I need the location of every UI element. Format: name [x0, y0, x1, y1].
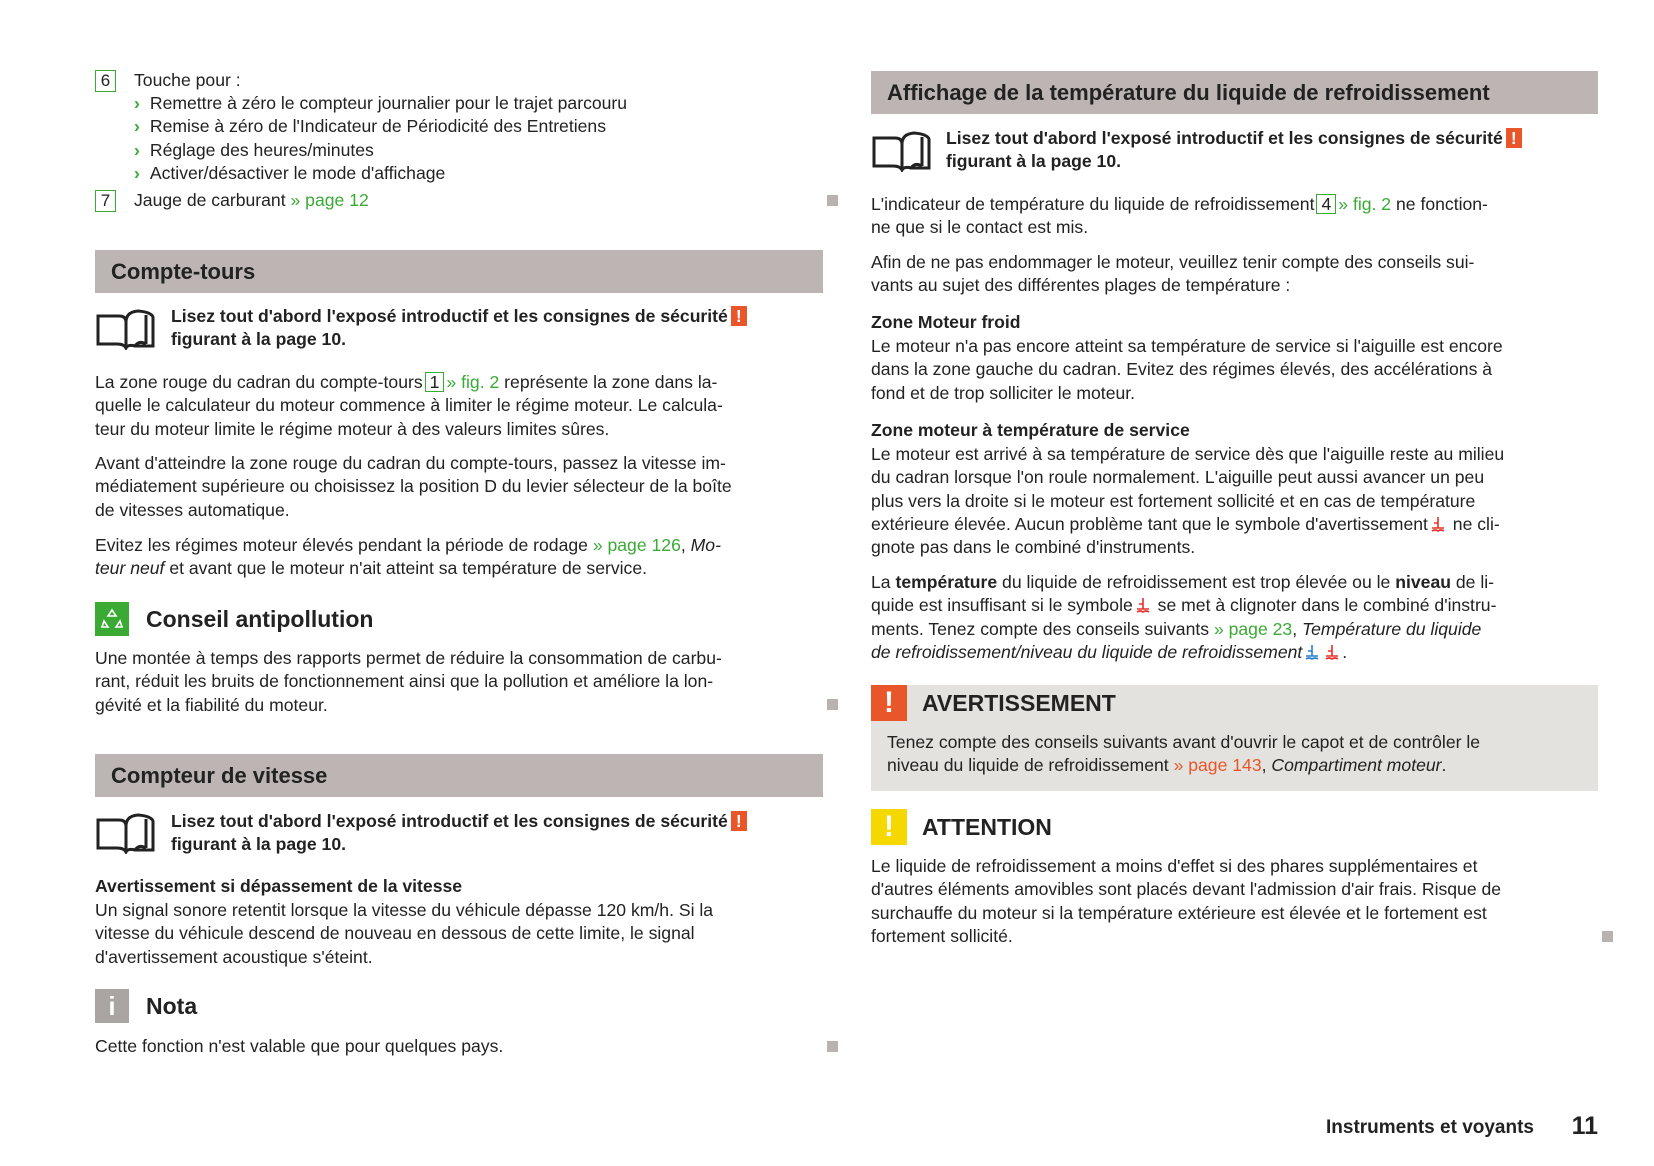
text-run: surchauffe du moteur si la température extérieure est élevée et le fortement est [871, 902, 1487, 923]
text-line [887, 731, 1480, 754]
text-run: Le moteur est arrivé à sa température de service dès que l'aiguille reste au milieu [871, 444, 1505, 464]
safety-warning-icon: ! [731, 811, 747, 831]
recycle-leaf-icon [95, 602, 129, 636]
text-line [871, 878, 1501, 901]
text-run: Jauge de carburant [134, 190, 291, 210]
text-run: gnote pas dans le combiné d'instruments. [871, 537, 1196, 558]
temperature-paragraph-2 [871, 251, 1474, 298]
section-header-compte-tours: Compte-tours [95, 250, 823, 293]
text-line [95, 475, 732, 498]
text-line [95, 534, 721, 557]
zone-service-title: Zone moteur à température de service [871, 420, 1190, 440]
text-line [871, 536, 1504, 559]
text-run: niveau du liquide de refroidissement [887, 755, 1174, 776]
callout-number: 4 [1316, 194, 1336, 214]
text-line [871, 855, 1501, 878]
text-line [95, 922, 713, 945]
callout-number-7: 7 [95, 190, 116, 212]
section-end-marker [827, 195, 838, 206]
text-run: Le liquide de refroidissement a moins d'effet si des phares supplémentaires et [871, 856, 1478, 876]
page-number: 11 [1571, 1112, 1598, 1140]
text-line [95, 946, 713, 969]
chevron-right-icon: › [134, 93, 140, 113]
chevron-right-icon: › [134, 139, 140, 160]
antipollution-title: Conseil antipollution [146, 606, 374, 632]
coolant-temperature-red-icon [1135, 596, 1151, 612]
text-run: du liquide de refroidissement est trop élevée ou le [997, 572, 1396, 592]
text-run: teur du moteur limite le régime moteur à des valeurs limites sûres. [95, 418, 610, 439]
safety-warning-icon: ! [731, 306, 747, 326]
text-line [871, 443, 1504, 466]
text-run: et avant que le moteur n'ait atteint sa température de service. [164, 558, 648, 579]
compte-tours-paragraph-2 [95, 452, 732, 522]
text-line [171, 833, 747, 856]
section-end-marker [1602, 931, 1613, 942]
bullet-item [134, 139, 627, 162]
text-line [95, 694, 722, 717]
text-line [871, 571, 1496, 594]
compteur-paragraph [95, 899, 713, 969]
text-line [95, 371, 723, 394]
page-reference-link[interactable]: » fig. 2 [1338, 194, 1392, 214]
coolant-temperature-blue-icon [1304, 643, 1320, 659]
safety-notice [171, 305, 747, 352]
section-header-compteur-vitesse: Compteur de vitesse [95, 754, 823, 797]
text-run: représente la zone dans la- [499, 372, 718, 392]
text-run: Le moteur n'a pas encore atteint sa température de service si l'aiguille est encore [871, 336, 1503, 356]
text-run: ments. Tenez compte des conseils suivants [871, 618, 1214, 639]
text-run: médiatement supérieure ou choisissez la position D du levier sélecteur de la boîte [95, 476, 732, 497]
page-reference-link[interactable]: » page 23 [1213, 618, 1293, 639]
text-run: L'indicateur de température du liquide de refroidissement [871, 194, 1315, 214]
book-icon [95, 812, 157, 854]
text-run: ne fonction- [1391, 194, 1488, 214]
text-run: rant, réduit les bruits de fonctionnement ainsi que la pollution et améliore la lon- [95, 671, 714, 692]
section-end-marker [827, 1041, 838, 1052]
text-line [871, 193, 1488, 216]
text-run: vants au sujet des différentes plages de température : [871, 275, 1291, 296]
text-run: quelle le calculateur du moteur commence à limiter le régime moteur. Le calcula- [95, 395, 723, 416]
info-icon: i [95, 989, 129, 1023]
nota-title: Nota [146, 993, 198, 1019]
text-run: Lisez tout d'abord l'exposé introductif et les consignes de sécurité [171, 306, 728, 326]
text-line [95, 899, 713, 922]
coolant-temperature-red-icon [1324, 643, 1340, 659]
page-reference-link[interactable]: » page 126 [592, 535, 681, 555]
text-line [95, 647, 722, 670]
chevron-right-icon: › [134, 116, 140, 137]
attention-exclamation-icon: ! [871, 809, 907, 845]
text-run: dans la zone gauche du cadran. Evitez des régimes élevés, des accélérations à [871, 359, 1493, 380]
list-item-6-label: Touche pour : [134, 70, 241, 90]
temperature-paragraph-3 [871, 571, 1496, 664]
antipollution-paragraph [95, 647, 722, 717]
bullet-text: Remettre à zéro le compteur journalier pour le trajet parcouru [149, 93, 628, 113]
text-line [871, 513, 1504, 536]
zone-cold-paragraph [871, 335, 1503, 405]
text-line [871, 925, 1501, 948]
text-run: . [1342, 641, 1348, 662]
text-run: température [895, 572, 998, 592]
text-run: plus vers la droite si le moteur est fortement sollicité et en cas de température [871, 490, 1476, 511]
compte-tours-paragraph-3 [95, 534, 721, 581]
text-run: de refroidissement/niveau du liquide de refroidissement [871, 641, 1303, 662]
text-run: niveau [1395, 572, 1451, 592]
text-line [871, 466, 1504, 489]
text-line [871, 251, 1474, 274]
text-line [871, 618, 1496, 641]
bullet-text: Remise à zéro de l'Indicateur de Périodicité des Entretiens [149, 116, 607, 137]
chevron-right-icon: › [134, 162, 140, 183]
text-line [887, 754, 1480, 777]
text-run: Lisez tout d'abord l'exposé introductif et les consignes de sécurité [946, 128, 1503, 148]
text-run: Température du liquide [1302, 618, 1482, 639]
text-run: Afin de ne pas endommager le moteur, veuillez tenir compte des conseils sui- [871, 252, 1475, 272]
text-run: Mo- [690, 535, 721, 555]
bullet-item [134, 162, 627, 185]
text-line [95, 557, 721, 580]
compteur-subheading: Avertissement si dépassement de la vitesse [95, 876, 463, 896]
book-icon [871, 130, 933, 172]
book-icon [95, 308, 157, 350]
text-line [946, 127, 1522, 150]
text-line [95, 452, 732, 475]
text-run: , [1292, 618, 1302, 639]
text-line [171, 305, 747, 328]
text-run: Un signal sonore retentit lorsque la vitesse du véhicule dépasse 120 km/h. Si la [95, 900, 714, 920]
text-run: d'avertissement acoustique s'éteint. [95, 946, 373, 967]
attention-title: ATTENTION [922, 814, 1052, 840]
text-line [871, 382, 1503, 405]
text-run: Tenez compte des conseils suivants avant d'ouvrir le capot et de contrôler le [887, 732, 1481, 752]
warning-paragraph [887, 731, 1480, 778]
text-line [871, 358, 1503, 381]
nota-paragraph [95, 1035, 503, 1058]
page-reference-link[interactable]: » page 12 [290, 190, 369, 210]
text-run: figurant à la page 10. [171, 329, 347, 350]
compte-tours-paragraph-1 [95, 371, 723, 441]
text-run: vitesse du véhicule descend de nouveau en dessous de cette limite, le signal [95, 923, 695, 944]
bullet-item [134, 92, 627, 115]
text-line [95, 418, 723, 441]
text-run: de vitesses automatique. [95, 499, 290, 520]
list-item-6-bullets [134, 92, 627, 185]
callout-number: 1 [425, 372, 445, 392]
text-run: Lisez tout d'abord l'exposé introductif et les consignes de sécurité [171, 811, 728, 831]
text-run: gévité et la fiabilité du moteur. [95, 694, 328, 715]
text-line [871, 902, 1501, 925]
coolant-temperature-red-icon [1430, 515, 1446, 531]
bullet-text: Activer/désactiver le mode d'affichage [149, 162, 446, 183]
text-line [95, 1035, 503, 1058]
text-run: . [1441, 755, 1447, 776]
callout-number-6: 6 [95, 70, 116, 92]
safety-notice [946, 127, 1522, 174]
text-line [871, 216, 1488, 239]
text-line [871, 641, 1496, 664]
text-run: fortement sollicité. [871, 925, 1013, 946]
text-run: figurant à la page 10. [946, 151, 1122, 172]
text-run: quide est insuffisant si le symbole [871, 595, 1133, 616]
text-line [95, 394, 723, 417]
text-run: Une montée à temps des rapports permet de réduire la consommation de carbu- [95, 648, 722, 668]
text-line [171, 328, 747, 351]
page-reference-link[interactable]: » fig. 2 [446, 372, 500, 392]
safety-notice [171, 810, 747, 857]
zone-service-paragraph [871, 443, 1504, 559]
text-line [95, 499, 732, 522]
text-run: Avant d'atteindre la zone rouge du cadran du compte-tours, passez la vitesse im- [95, 453, 726, 473]
page-reference-link[interactable]: » page 143 [1173, 755, 1262, 776]
text-line [871, 594, 1496, 617]
text-run: ne cli- [1447, 513, 1500, 534]
bullet-text: Réglage des heures/minutes [149, 139, 374, 160]
warning-exclamation-icon: ! [871, 685, 907, 721]
text-run: , [680, 535, 691, 555]
text-line [95, 670, 722, 693]
attention-paragraph [871, 855, 1501, 948]
bullet-item [134, 115, 627, 138]
list-item-7 [134, 189, 369, 212]
zone-cold-title: Zone Moteur froid [871, 312, 1021, 332]
text-run: La [871, 572, 896, 592]
text-run: extérieure élevée. Aucun problème tant que le symbole d'avertissement [871, 513, 1428, 534]
text-run: La zone rouge du cadran du compte-tours [95, 372, 423, 392]
footer-section-name: Instruments et voyants [1326, 1117, 1534, 1138]
text-run: du cadran lorsque l'on roule normalement. L'aiguille peut aussi avancer un peu [871, 467, 1485, 488]
text-run: Compartiment moteur [1271, 755, 1442, 776]
section-end-marker [827, 699, 838, 710]
text-run: Evitez les régimes moteur élevés pendant la période de rodage [95, 535, 593, 555]
text-run: figurant à la page 10. [171, 834, 347, 855]
text-line [946, 150, 1522, 173]
warning-title: AVERTISSEMENT [922, 690, 1116, 716]
text-line [171, 810, 747, 833]
text-line [871, 490, 1504, 513]
text-run: , [1261, 755, 1272, 776]
text-run: Cette fonction n'est valable que pour quelques pays. [95, 1036, 504, 1056]
text-run: ne que si le contact est mis. [871, 217, 1089, 238]
text-line [134, 189, 369, 212]
text-run: de li- [1450, 572, 1495, 592]
text-run: d'autres éléments amovibles sont placés devant l'admission d'air frais. Risque de [871, 879, 1502, 900]
text-line [871, 274, 1474, 297]
text-run: teur neuf [95, 558, 165, 579]
text-run: fond et de trop solliciter le moteur. [871, 382, 1136, 403]
temperature-paragraph-1 [871, 193, 1488, 240]
text-line [871, 335, 1503, 358]
safety-warning-icon: ! [1506, 128, 1522, 148]
section-header-temperature: Affichage de la température du liquide de refroidissement [871, 71, 1598, 114]
text-run: se met à clignoter dans le combiné d'instru- [1152, 595, 1497, 616]
